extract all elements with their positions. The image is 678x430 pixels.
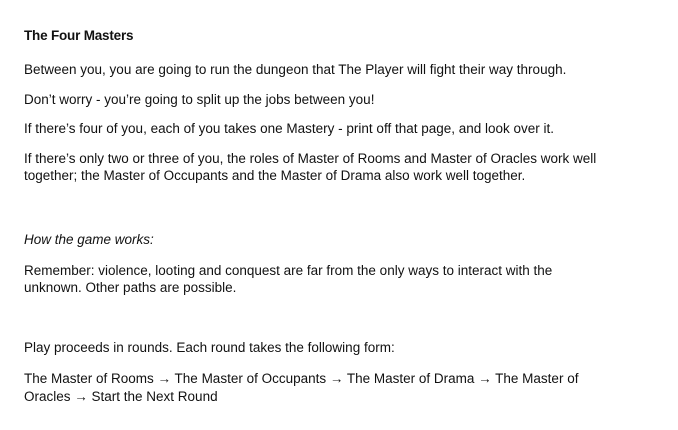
- paragraph-two-three-players-line2: together; the Master of Occupants and the Master of Drama also work well together.: [24, 168, 526, 183]
- paragraph-four-players: If there’s four of you, each of you takes one Mastery - print off that page, and look over it.: [24, 121, 555, 136]
- document-title: The Four Masters: [24, 28, 134, 43]
- paragraph-remember-line2: unknown. Other paths are possible.: [24, 280, 237, 295]
- paragraph-split-jobs: Don’t worry - you’re going to split up the jobs between you!: [24, 92, 375, 107]
- paragraph-rounds-intro: Play proceeds in rounds. Each round takes the following form:: [24, 340, 395, 355]
- section-heading-how-game-works: How the game works:: [24, 232, 154, 247]
- paragraph-round-order-line2: Oracles → Start the Next Round: [24, 389, 218, 404]
- paragraph-round-order-line1: The Master of Rooms → The Master of Occupants → The Master of Drama → The Master of: [24, 371, 579, 386]
- paragraph-remember-line1: Remember: violence, looting and conquest are far from the only ways to interact with the: [24, 263, 553, 278]
- paragraph-two-three-players-line1: If there’s only two or three of you, the roles of Master of Rooms and Master of Oracles work well: [24, 151, 597, 166]
- paragraph-intro: Between you, you are going to run the dungeon that The Player will fight their way through.: [24, 62, 567, 77]
